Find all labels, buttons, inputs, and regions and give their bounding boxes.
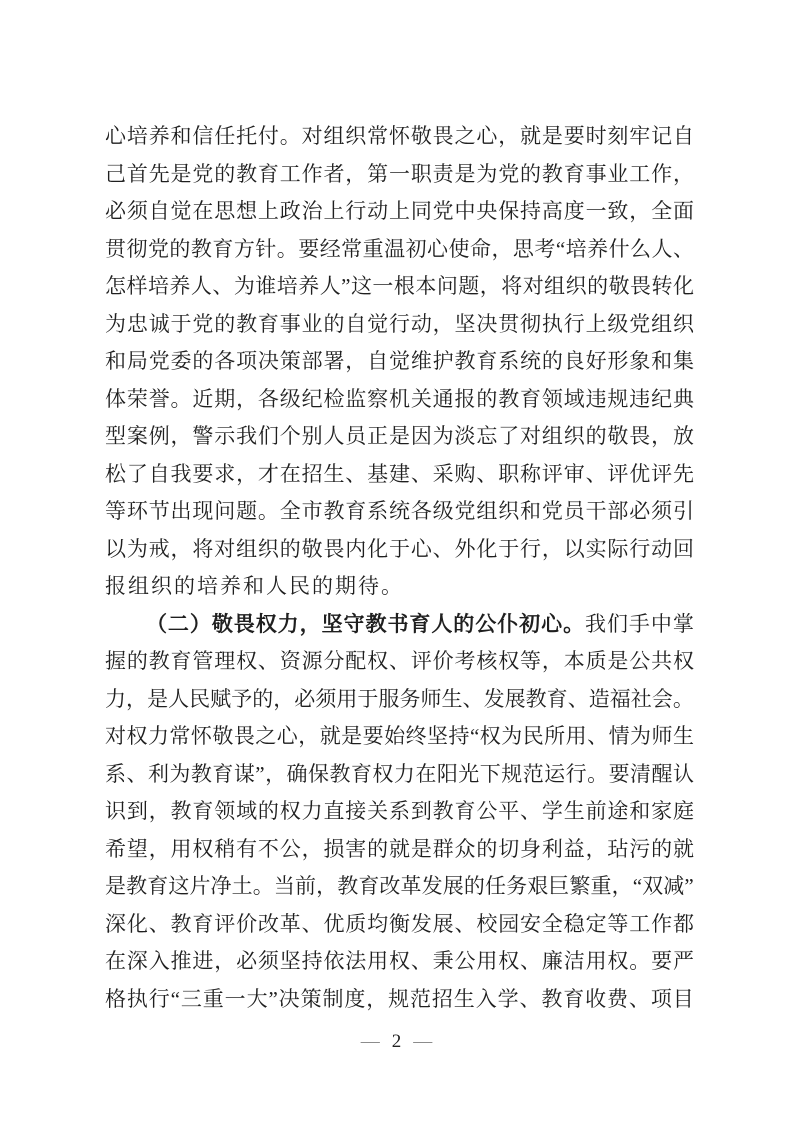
page-footer: [0, 1031, 793, 1053]
text-line: 和 局 党 委 的 各 项 决 策 部 署 ， 自 觉 维 护 教 育 系 统 的 良 好 形 象 和 集: [105, 349, 694, 373]
text-line: 报 组 织 的 培 养 和 人 民 的 期 待 。: [105, 574, 402, 598]
text-block: [105, 118, 694, 1018]
text-line: 力 ， 是 人 民 赋 予 的 ， 必 须 用 于 服 务 师 生 、 发 展 教 育 、 造 福 社 会 。: [105, 686, 694, 711]
text-line: 对 权 力 常 怀 敬 畏 之 心 ， 就 是 要 始 终 坚 持 “ 权 为 民 所 用 、 情 为 师 生: [105, 724, 694, 748]
text-line: 以 为 戒 ， 将 对 组 织 的 敬 畏 内 化 于 心 、 外 化 于 行 ， 以 实 际 行 动 回: [105, 536, 694, 561]
text-line: 系 、 利 为 教 育 谋 ” ， 确 保 教 育 权 力 在 阳 光 下 规 范 运 行 。 要 清 醒 认: [105, 761, 694, 786]
text-line: 等 环 节 出 现 问 题 。 全 市 教 育 系 统 各 级 党 组 织 和 党 员 干 部 必 须 引: [105, 499, 694, 523]
text-line: 松 了 自 我 要 求 ， 才 在 招 生 、 基 建 、 采 购 、 职 称 评 审 、 评 优 评 先: [105, 461, 694, 486]
page-number: 2: [391, 1031, 402, 1052]
page-number-right-dash: —: [413, 1031, 433, 1052]
text-line: 心 培 养 和 信 任 托 付 。 对 组 织 常 怀 敬 畏 之 心 ， 就 是 要 时 刻 牢 记 自: [105, 124, 694, 148]
text-line: 在 深 入 推 进 ， 必 须 坚 持 依 法 用 权 、 秉 公 用 权 、 廉 洁 用 权 。 要 严: [105, 949, 694, 973]
text-line: 格 执 行 “ 三 重 一 大 ” 决 策 制 度 ， 规 范 招 生 入 学 、 教 育 收 费 、 项 目: [105, 986, 694, 1011]
text-line: 怎 样 培 养 人 、 为 谁 培 养 人 ” 这 一 根 本 问 题 ， 将 对 组 织 的 敬 畏 转 化: [105, 274, 694, 298]
text-line: 深 化 、 教 育 评 价 改 革 、 优 质 均 衡 发 展 、 校 园 安 全 稳 定 等 工 作 都: [105, 911, 694, 936]
text-line: 为 忠 诚 于 党 的 教 育 事 业 的 自 觉 行 动 ， 坚 决 贯 彻 执 行 上 级 党 组 织: [105, 311, 694, 336]
text-line: 体 荣 誉 。 近 期 ， 各 级 纪 检 监 察 机 关 通 报 的 教 育 领 域 违 规 违 纪 典: [105, 386, 694, 411]
text-line: 贯 彻 党 的 教 育 方 针 。 要 经 常 重 温 初 心 使 命 ， 思 考 “ 培 养 什 么 人 、: [105, 236, 694, 261]
text-line: 己 首 先 是 党 的 教 育 工 作 者 ， 第 一 职 责 是 为 党 的 教 育 事 业 工 作 ，: [105, 161, 694, 186]
text-line: 必 须 自 觉 在 思 想 上 政 治 上 行 动 上 同 党 中 央 保 持 高 度 一 致 ， 全 面: [105, 199, 694, 223]
text-line: （ 二 ） 敬 畏 权 力 ， 坚 守 教 书 育 人 的 公 仆 初 心 。 我 们 手 中 掌: [145, 611, 694, 636]
text-line: 握 的 教 育 管 理 权 、 资 源 分 配 权 、 评 价 考 核 权 等 ， 本 质 是 公 共 权: [105, 649, 694, 673]
text-line: 识 到 ， 教 育 领 域 的 权 力 直 接 关 系 到 教 育 公 平 、 学 生 前 途 和 家 庭: [105, 799, 694, 823]
text-line: 是 教 育 这 片 净 土 。 当 前 ， 教 育 改 革 发 展 的 任 务 艰 巨 繁 重 ， “ 双 减 ”: [105, 874, 694, 898]
page-number-left-dash: —: [360, 1031, 380, 1052]
text-line: 型 案 例 ， 警 示 我 们 个 别 人 员 正 是 因 为 淡 忘 了 对 组 织 的 敬 畏 ， 放: [105, 424, 694, 448]
text-line: 希 望 ， 用 权 稍 有 不 公 ， 损 害 的 就 是 群 众 的 切 身 利 益 ， 玷 污 的 就: [105, 836, 694, 861]
